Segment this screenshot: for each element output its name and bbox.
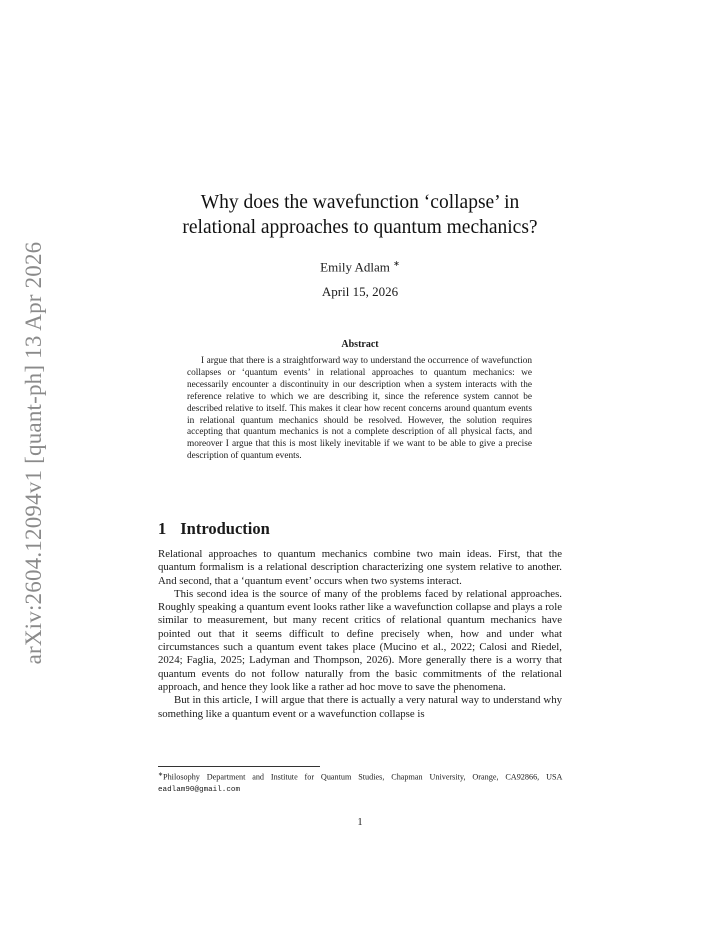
- body-text: [158, 548, 562, 721]
- section-title: Introduction: [180, 519, 270, 538]
- footnote-marker: ∗: [158, 772, 164, 778]
- arxiv-identifier: arXiv:2604.12094v1 [quant-ph] 13 Apr 2026: [21, 241, 46, 665]
- paper-title-line-2: relational approaches to quantum mechanics?: [182, 217, 538, 238]
- footnote-rule: [158, 766, 320, 767]
- author-name: Emily Adlam: [320, 259, 390, 275]
- body-paragraph-2: This second idea is the source of many of the problems faced by relational approaches. Roughly speaking a quantum event looks rather like a wavefunction collapse and plays a role similar to measurement, but many recent critics of relational quantum mechanics have pointed out that it seems difficult to define precisely when, how and under what circumstances such a quantum event takes place (Mucino et al., 2022; Calosi and Riedel, 2024; Faglia, 2025; Ladyman and Thompson, 2026). More generally there is a worry that quantum events do not follow naturally from the basic commitments of the relational approach, and hence they look like a rather ad hoc move to save the phenomena.: [158, 587, 562, 693]
- author-line: [110, 256, 610, 275]
- page-number: 1: [357, 817, 363, 828]
- footnote: [158, 770, 562, 796]
- abstract-heading: Abstract: [341, 339, 379, 350]
- section-heading: [158, 519, 270, 539]
- section-number: 1: [158, 519, 167, 538]
- body-paragraph-1: Relational approaches to quantum mechanics combine two main ideas. First, that the quantum formalism is a relational description characterizing one system relative to another. And second, that a ‘quantum event’ occurs when two systems interact.: [158, 548, 562, 587]
- body-paragraph-3: But in this article, I will argue that there is actually a very natural way to understand why something like a quantum event or a wavefunction collapse is: [158, 694, 562, 720]
- author-footnote-marker: ∗: [393, 259, 400, 268]
- footnote-email: eadlam90@gmail.com: [158, 785, 241, 794]
- footnote-text: Philosophy Department and Institute for Quantum Studies, Chapman University, Orange, CA92866, USA: [163, 772, 562, 782]
- paper-date: April 15, 2026: [321, 284, 399, 299]
- abstract-text: I argue that there is a straightforward way to understand the occurrence of wavefunction collapses or ‘quantum events’ in relational approaches to quantum mechanics: we necessarily encounter a discontinuity in our description when a system interacts with the reference relative to which we are describing it, since the reference system cannot be described relative to itself. This makes it clear how recent concerns around quantum events in relational quantum mechanics should be resolved. However, the solution requires accepting that quantum mechanics is not a complete description of all physical facts, and moreover I argue that this is most likely inevitable if we want to be able to give a precise description of quantum events.: [187, 356, 532, 462]
- paper-title-line-1: Why does the wavefunction ‘collapse’ in: [200, 192, 520, 213]
- paper-title: [110, 190, 610, 240]
